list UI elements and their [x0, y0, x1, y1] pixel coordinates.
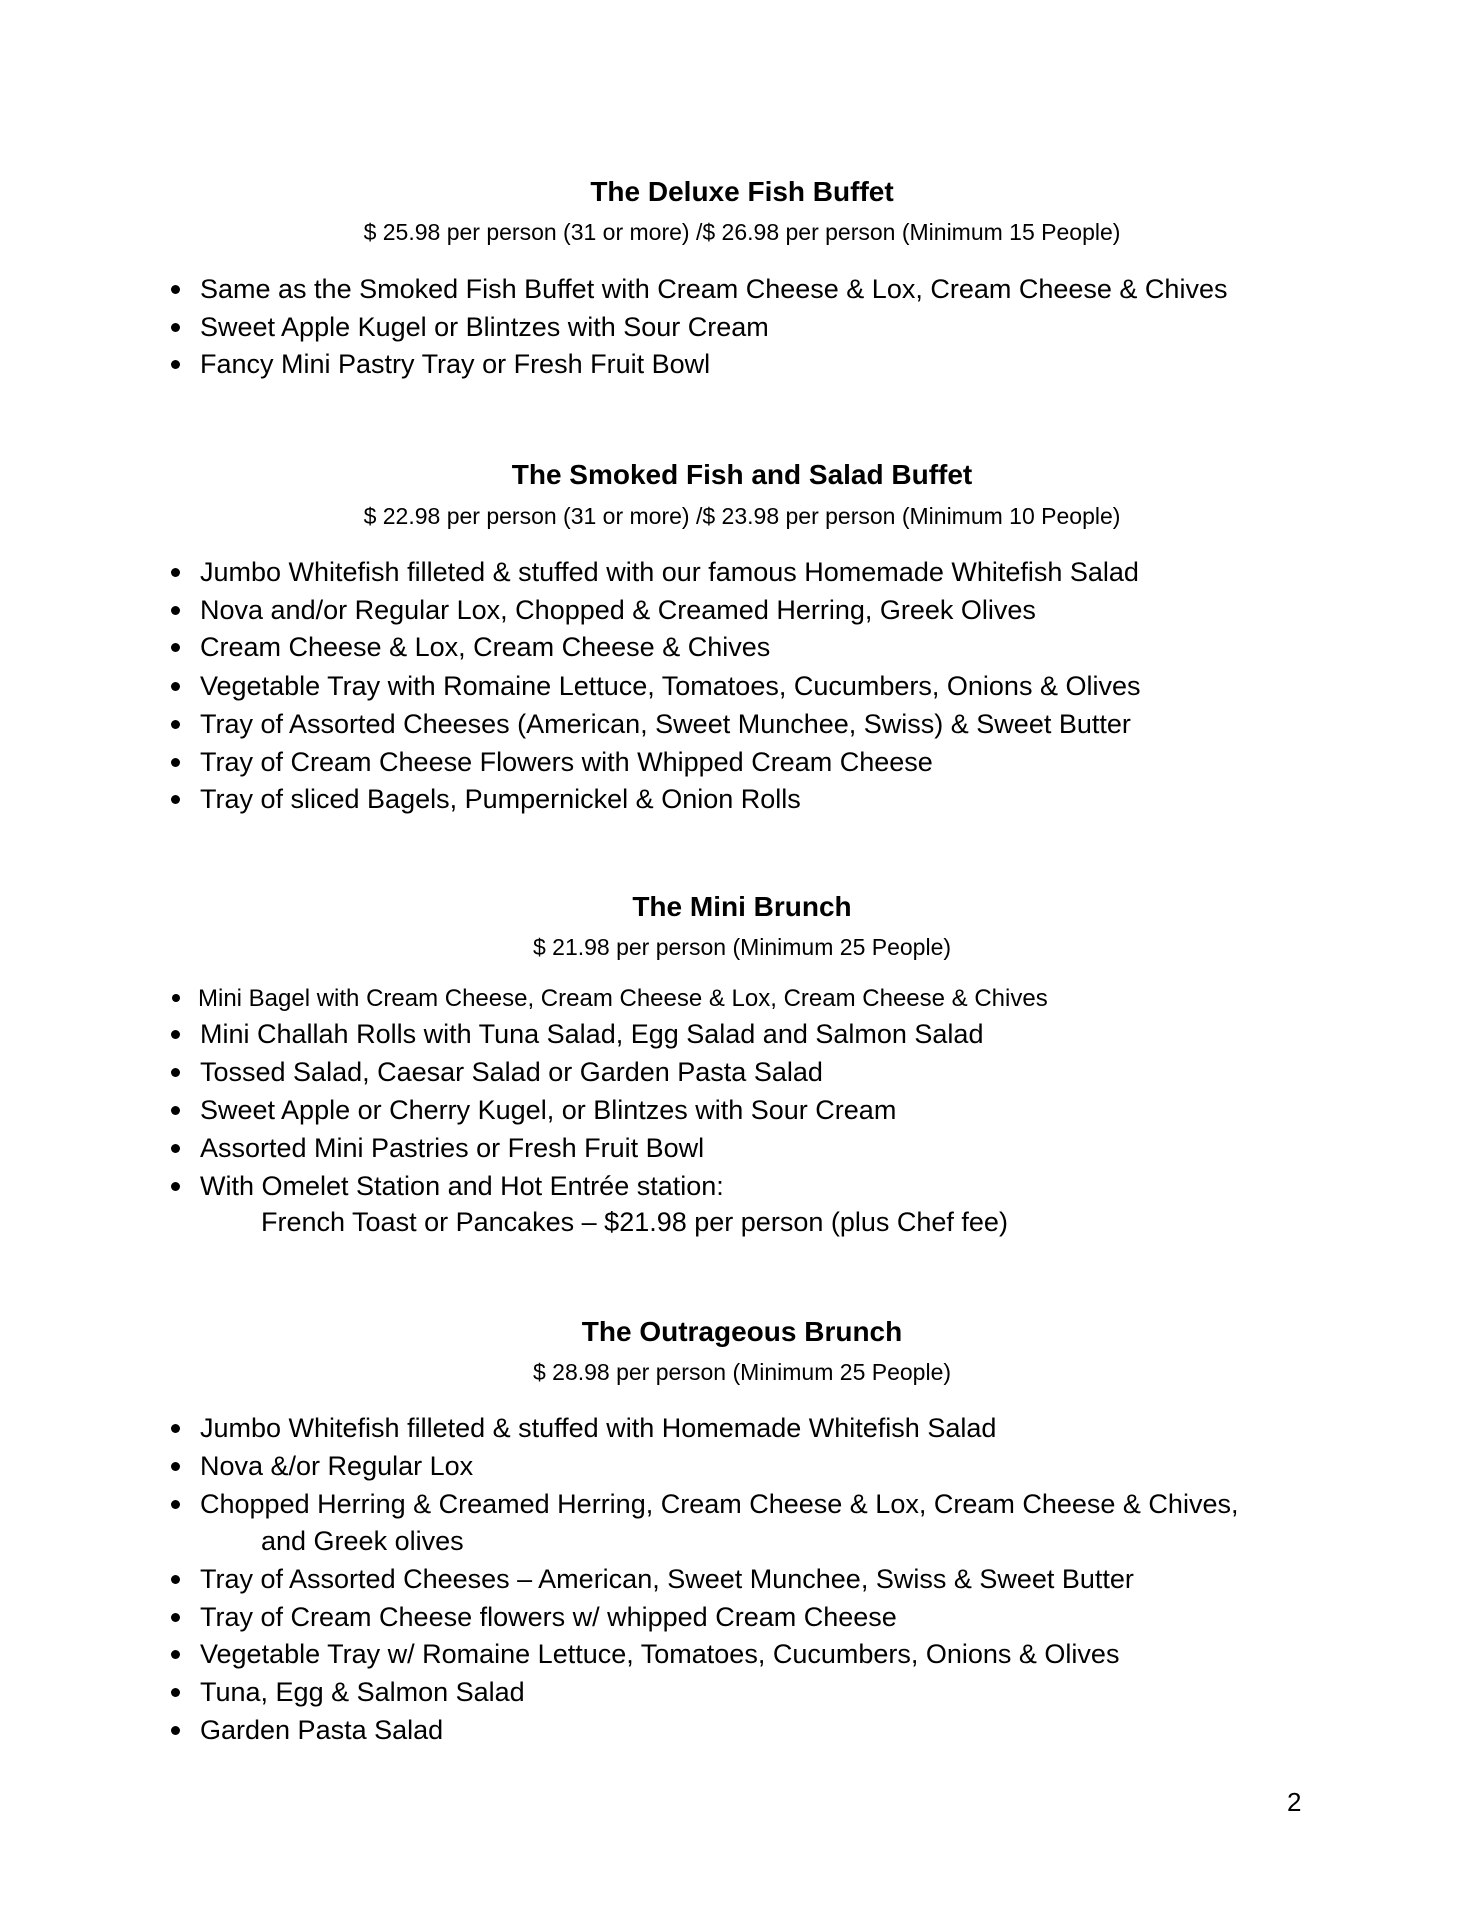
- bullet-icon: [171, 1144, 180, 1153]
- bullet-icon: [171, 1500, 180, 1509]
- list-item: Mini Challah Rolls with Tuna Salad, Egg Salad and Salmon Salad: [200, 1019, 984, 1049]
- bullet-icon: [171, 643, 180, 652]
- bullet-icon: [171, 758, 180, 767]
- list-item: With Omelet Station and Hot Entrée station:: [200, 1171, 724, 1201]
- page-number: 2: [1287, 1787, 1302, 1817]
- bullet-icon: [171, 1030, 180, 1039]
- section-title: The Mini Brunch: [632, 891, 852, 922]
- list-item: Sweet Apple or Cherry Kugel, or Blintzes with Sour Cream: [200, 1095, 897, 1125]
- bullet-icon: [171, 360, 180, 369]
- bullet-icon: [171, 682, 180, 691]
- list-item: Tray of Cream Cheese Flowers with Whipped Cream Cheese: [200, 747, 933, 777]
- list-item: Garden Pasta Salad: [200, 1715, 444, 1745]
- bullet-icon: [171, 323, 180, 332]
- list-item: Sweet Apple Kugel or Blintzes with Sour Cream: [200, 312, 769, 342]
- list-item: Cream Cheese & Lox, Cream Cheese & Chives: [200, 632, 771, 662]
- list-item-continuation: French Toast or Pancakes – $21.98 per person (plus Chef fee): [261, 1207, 1008, 1237]
- bullet-icon: [171, 568, 180, 577]
- bullet-icon: [171, 1182, 180, 1191]
- bullet-icon: [171, 1068, 180, 1077]
- list-item: Tuna, Egg & Salmon Salad: [200, 1677, 525, 1707]
- list-item: Nova and/or Regular Lox, Chopped & Creamed Herring, Greek Olives: [200, 595, 1036, 625]
- bullet-icon: [171, 1106, 180, 1115]
- list-item: Jumbo Whitefish filleted & stuffed with our famous Homemade Whitefish Salad: [200, 557, 1139, 587]
- bullet-icon: [171, 606, 180, 615]
- list-item: Vegetable Tray w/ Romaine Lettuce, Tomatoes, Cucumbers, Onions & Olives: [200, 1639, 1120, 1669]
- bullet-icon: [171, 1462, 180, 1471]
- bullet-icon: [172, 994, 180, 1002]
- section-title: The Outrageous Brunch: [581, 1316, 903, 1347]
- list-item: Nova &/or Regular Lox: [200, 1451, 474, 1481]
- section-price: $ 22.98 per person (31 or more) /$ 23.98 per person (Minimum 10 People): [363, 503, 1121, 529]
- bullet-icon: [171, 1613, 180, 1622]
- list-item: Mini Bagel with Cream Cheese, Cream Cheese & Lox, Cream Cheese & Chives: [198, 985, 1048, 1012]
- section-title: The Smoked Fish and Salad Buffet: [511, 459, 973, 490]
- bullet-icon: [171, 720, 180, 729]
- list-item: Assorted Mini Pastries or Fresh Fruit Bowl: [200, 1133, 705, 1163]
- list-item: Tray of Assorted Cheeses (American, Sweet Munchee, Swiss) & Sweet Butter: [200, 709, 1131, 739]
- section-price: $ 25.98 per person (31 or more) /$ 26.98 per person (Minimum 15 People): [363, 219, 1121, 245]
- list-item: Same as the Smoked Fish Buffet with Cream Cheese & Lox, Cream Cheese & Chives: [200, 274, 1228, 304]
- bullet-icon: [171, 795, 180, 804]
- bullet-icon: [171, 1650, 180, 1659]
- list-item: Tray of Assorted Cheeses – American, Sweet Munchee, Swiss & Sweet Butter: [200, 1564, 1134, 1594]
- list-item: Tray of Cream Cheese flowers w/ whipped Cream Cheese: [200, 1602, 897, 1632]
- list-item: Fancy Mini Pastry Tray or Fresh Fruit Bowl: [200, 349, 711, 379]
- list-item: Jumbo Whitefish filleted & stuffed with Homemade Whitefish Salad: [200, 1413, 997, 1443]
- section-price: $ 28.98 per person (Minimum 25 People): [532, 1359, 952, 1385]
- list-item: Tossed Salad, Caesar Salad or Garden Pasta Salad: [200, 1057, 823, 1087]
- bullet-icon: [171, 1424, 180, 1433]
- list-item: Tray of sliced Bagels, Pumpernickel & Onion Rolls: [200, 784, 801, 814]
- bullet-icon: [171, 1575, 180, 1584]
- bullet-icon: [171, 1688, 180, 1697]
- list-item: Chopped Herring & Creamed Herring, Cream Cheese & Lox, Cream Cheese & Chives,: [200, 1489, 1239, 1519]
- section-title: The Deluxe Fish Buffet: [590, 176, 894, 207]
- list-item: Vegetable Tray with Romaine Lettuce, Tomatoes, Cucumbers, Onions & Olives: [200, 671, 1141, 701]
- bullet-icon: [171, 285, 180, 294]
- section-price: $ 21.98 per person (Minimum 25 People): [532, 934, 952, 960]
- bullet-icon: [171, 1726, 180, 1735]
- list-item-continuation: and Greek olives: [261, 1526, 464, 1556]
